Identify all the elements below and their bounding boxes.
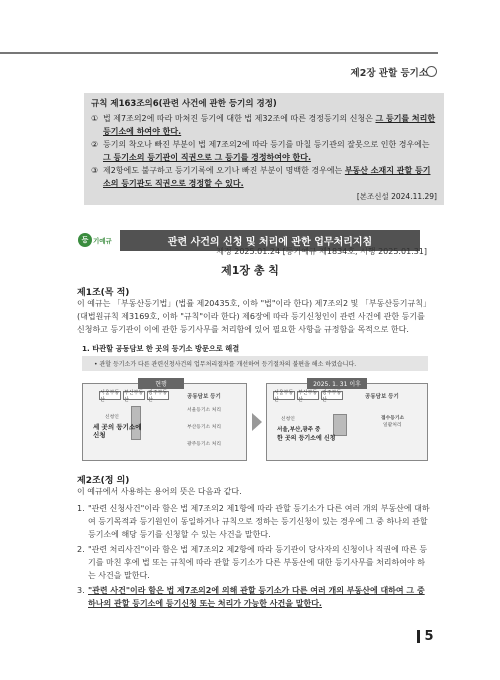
running-header-chapter: 제2장 관할 등기소	[350, 68, 428, 79]
rule-item-number: ②	[91, 140, 99, 149]
list-item	[77, 584, 431, 610]
diagram-caption: 세 곳의 등기소에	[93, 423, 142, 431]
rule-excerpt-box	[84, 93, 444, 205]
article2-title: 제2조(정 의)	[77, 476, 130, 486]
header-rule	[0, 52, 438, 54]
office-box: 부산부동산	[124, 389, 144, 403]
target-label: 공동담보 등기	[365, 394, 399, 400]
logo-text: 기예규	[93, 236, 112, 245]
list-item-number: 3.	[77, 586, 85, 595]
info-note: • 관할 등기소가 다른 관련신청사건의 업무처리절차를 개선하여 등기절차의 불편을 해소 하였습니다.	[82, 356, 428, 371]
rule-item	[91, 112, 437, 138]
flow-label: 광주등기소 처리	[187, 442, 221, 447]
registry-building-icon	[333, 414, 347, 436]
registry-logo	[78, 231, 116, 249]
rule-enactment-date: [본조신설 2024.11.29]	[356, 192, 437, 201]
panel-tag: 현행	[138, 378, 184, 389]
article2-intro: 이 예규에서 사용하는 용어의 뜻은 다음과 같다.	[77, 487, 242, 496]
list-item	[77, 543, 431, 582]
rule-item-number: ③	[91, 166, 99, 175]
flow-label: 부산등기소 처리	[187, 425, 221, 430]
rule-item	[91, 164, 437, 190]
result-label: 접수등기소	[381, 416, 405, 421]
list-item-text: "관련 처리사건"이라 함은 법 제7조의2 제2항에 따라 등기관이 당사자의 신청이나 직권에 따른 등기를 마친 후에 법 또는 규칙에 따라 관할 등기소가 다른 부동산에 대한 등기사무를 처리하여야 하는 사건을 말한다.	[88, 545, 428, 580]
applicant-label: 신청인	[281, 417, 295, 422]
list-item-text: "관련 사건"이라 함은 법 제7조의2에 의해 관할 등기소가 다른 여러 개의 부동산에 대하여 그 중 하나의 관할 등기소에 등기신청 또는 처리가 가능한 사건을 말한다.	[88, 586, 425, 608]
list-item	[77, 502, 431, 541]
panel-tag: 2025. 1. 31 이후	[307, 378, 367, 389]
rule-item-number: ①	[91, 114, 99, 123]
result-label: 일괄처리	[383, 423, 402, 428]
diagram-caption: 한 곳의 등기소에 신청	[277, 435, 336, 442]
diagram-caption: 신청	[93, 431, 106, 439]
diagram-panel-after	[266, 383, 428, 461]
logo-icon: 등	[78, 233, 92, 247]
diagram-caption: 서울,부산,광주 중	[277, 427, 321, 433]
rule-title: 규칙 제163조의6(관련 사건에 관한 등기의 경정)	[91, 99, 277, 109]
guideline-banner-title: 관련 사건의 신청 및 처리에 관한 업무처리지침	[120, 230, 420, 251]
page-number-bar	[417, 630, 420, 643]
list-item-text: "관련 신청사건"이라 함은 법 제7조의2 제1항에 따라 관할 등기소가 다른 여러 개의 부동산에 대하여 등기목적과 등기원인이 동일하거나 규칙으로 정하는 등기신청이 있는 경우에 그 중 하나의 관할 등기소에 해당 등기를 신청할 수 있는 사건을 말한다.	[88, 504, 430, 539]
enactment-info: 제정 2025.01.24 [등기예규 제1834호, 시행 2025.01.31]	[216, 247, 427, 256]
applicant-label: 신청인	[105, 415, 119, 420]
rule-item-text: 법 제7조의2에 따라 마쳐진 등기에 대한 법 제32조에 따른 경정등기의 신청은 그 등기를 처리한 등기소에 하여야 한다.	[103, 114, 436, 136]
list-item-number: 2.	[77, 545, 85, 554]
diagram-panel-current	[82, 383, 247, 461]
process-diagram	[82, 377, 428, 463]
page-number-text: 5	[424, 629, 434, 644]
chapter-heading: 제1장 총 칙	[221, 264, 279, 277]
page-number	[417, 629, 434, 644]
article1-title: 제1조(목 적)	[77, 288, 130, 298]
arrow-right-icon	[252, 413, 262, 431]
rule-item	[91, 138, 437, 164]
flow-label: 서울등기소 처리	[187, 408, 221, 413]
target-label: 공동담보 등기	[187, 394, 221, 400]
office-box: 서울부동산	[274, 389, 294, 403]
rule-item-text: 제2항에도 불구하고 등기기록에 오기나 빠진 부분이 명백한 경우에는 부동산 소재지 관할 등기소의 등기관도 직권으로 경정할 수 있다.	[103, 166, 431, 188]
office-box: 광주부동산	[322, 389, 342, 403]
list-item-number: 1.	[77, 504, 85, 513]
office-box: 광주부동산	[148, 389, 168, 403]
section-heading: 1. 타관할 공동담보 한 곳의 등기소 방문으로 해결	[82, 344, 240, 353]
office-box: 부산부동산	[298, 389, 318, 403]
office-box: 서울부동산	[100, 389, 120, 403]
article1-body: 이 예규는 「부동산등기법」(법률 제20435호, 이하 "법"이라 한다) 제7조의2 및 「부동산등기규칙」(대법원규칙 제3169호, 이하 "규칙"이라 한다) 제6장에 따라 등기신청인이 관련 사건에 관한 등기를 신청하고 등기관이 이에 관한 등기사무를 처리함에 있어 필요한 사항을 규정함을 목적으로 한다.	[77, 299, 431, 334]
definition-list	[77, 502, 431, 610]
rule-item-text: 등기의 착오나 빠진 부분이 법 제7조의2에 따라 등기를 마칠 등기관의 잘못으로 인한 경우에는 그 등기소의 등기관이 직권으로 그 등기를 경정하여야 한다.	[103, 140, 430, 162]
